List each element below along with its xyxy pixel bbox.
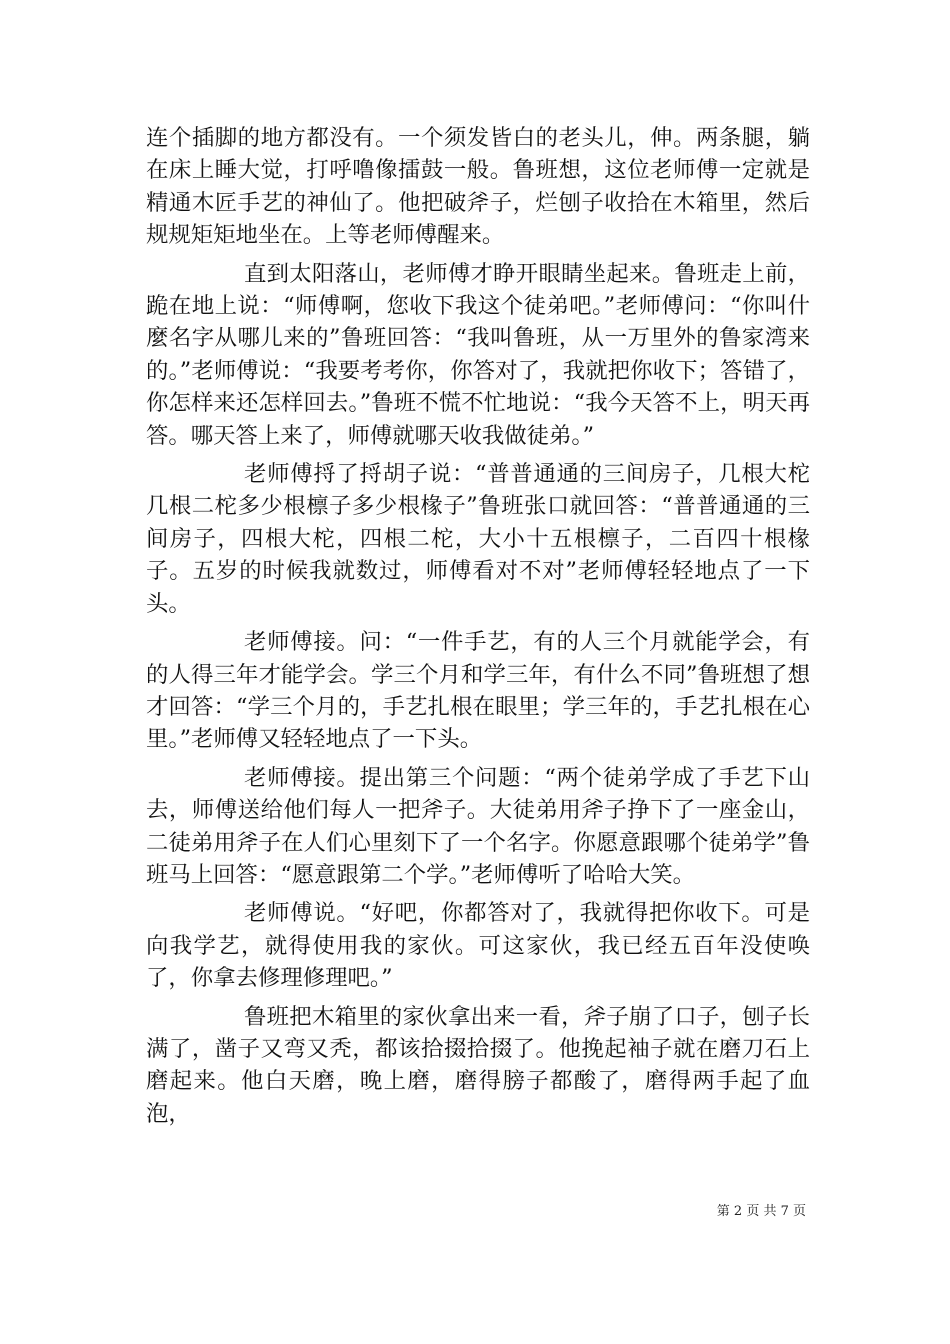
page-number-footer: 第 2 页 共 7 页 <box>716 1204 806 1219</box>
paragraph-6: 老师傅说。“好吧，你都答对了，我就得把你收下。可是向我学艺，就得使用我的家伙。可这家伙，我已经五百年没使唤了，你拿去修理修理吧。” <box>146 900 810 992</box>
paragraph-1: 连个插脚的地方都没有。一个须发皆白的老头儿，伸。两条腿，躺在床上睡大觉，打呼噜像擂鼓一般。鲁班想，这位老师傅一定就是精通木匠手艺的神仙了。他把破斧子，烂刨子收拾在木箱里，然后规规矩矩地坐在。上等老师傅醒来。 <box>146 125 810 249</box>
paragraph-7: 鲁班把木箱里的家伙拿出来一看，斧子崩了口子，刨子长满了，凿子又弯又秃，都该拾掇拾掇了。他挽起袖子就在磨刀石上磨起来。他白天磨，晚上磨，磨得膀子都酸了，磨得两手起了血泡， <box>146 1003 810 1127</box>
paragraph-2: 直到太阳落山，老师傅才睁开眼睛坐起来。鲁班走上前，跪在地上说：“师傅啊，您收下我这个徒弟吧。”老师傅问：“你叫什麼名字从哪儿来的”鲁班回答：“我叫鲁班，从一万里外的鲁家湾来的。”老师傅说：“我要考考你，你答对了，我就把你收下；答错了，你怎样来还怎样回去。”鲁班不慌不忙地说：“我今天答不上，明天再答。哪天答上来了，师傅就哪天收我做徒弟。” <box>146 260 810 449</box>
body-text <box>146 122 810 1130</box>
paragraph-4: 老师傅接。问：“一件手艺，有的人三个月就能学会，有的人得三年才能学会。学三个月和学三年，有什么不同”鲁班想了想才回答：“学三个月的，手艺扎根在眼里；学三年的，手艺扎根在心里。”老师傅又轻轻地点了一下头。 <box>146 629 810 753</box>
paragraph-5: 老师傅接。提出第三个问题：“两个徒弟学成了手艺下山去，师傅送给他们每人一把斧子。大徒弟用斧子挣下了一座金山，二徒弟用斧子在人们心里刻下了一个名字。你愿意跟哪个徒弟学”鲁班马上回答：“愿意跟第二个学。”老师傅听了哈哈大笑。 <box>146 764 810 888</box>
paragraph-3: 老师傅捋了捋胡子说：“普普通通的三间房子，几根大柁几根二柁多少根檩子多少根椽子”鲁班张口就回答：“普普通通的三间房子，四根大柁，四根二柁，大小十五根檩子，二百四十根椽子。五岁的时候我就数过，师傅看对不对”老师傅轻轻地点了一下头。 <box>146 461 810 617</box>
